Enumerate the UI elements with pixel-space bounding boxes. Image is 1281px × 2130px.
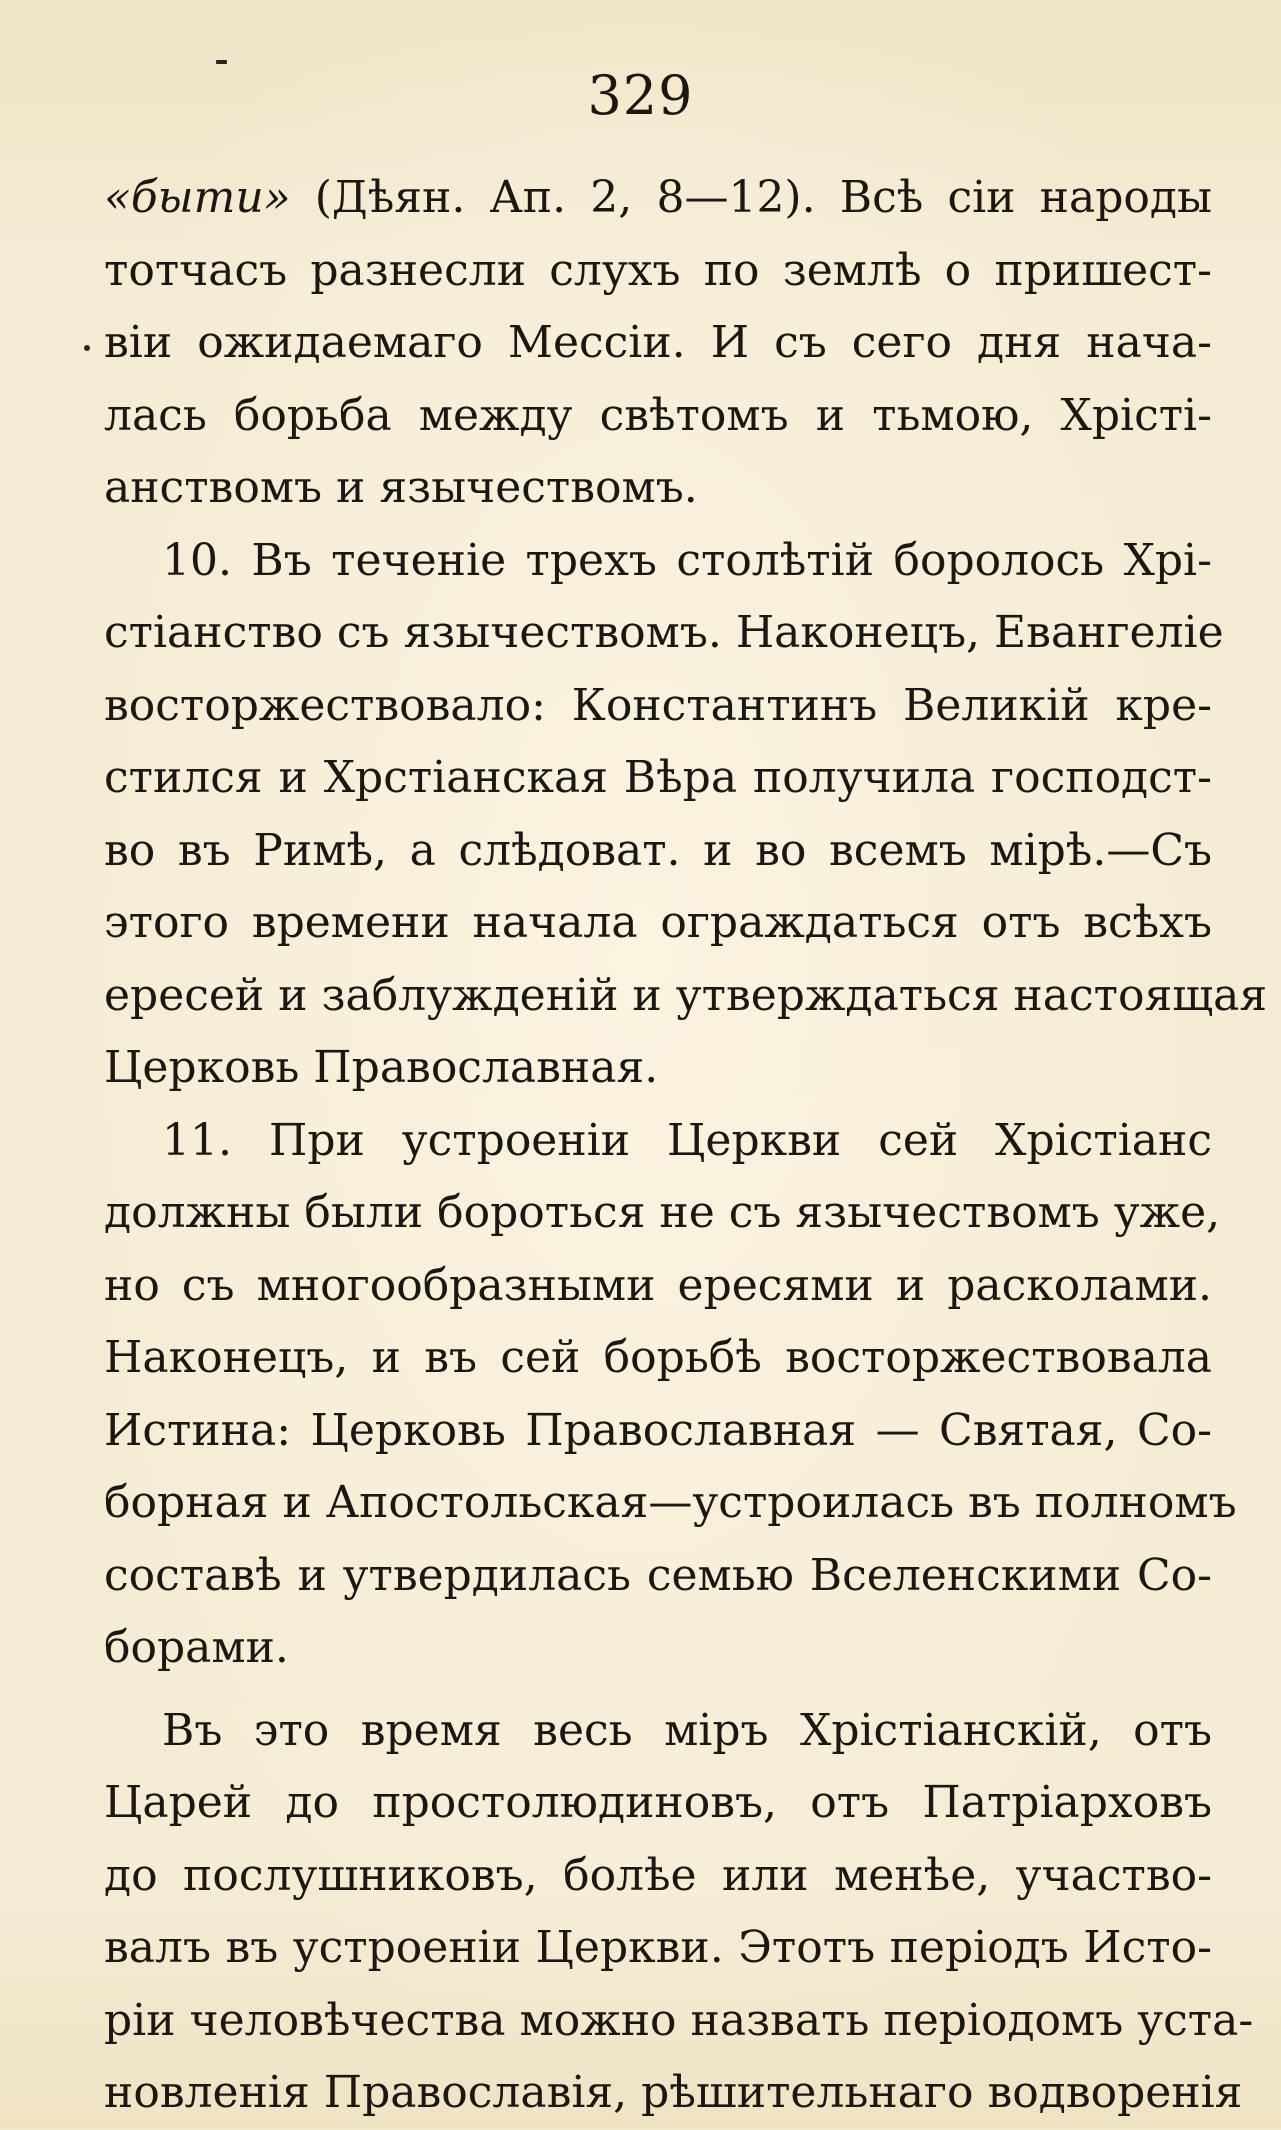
text-line-25: валъ въ устроеніи Церкви. Этотъ періодъ Исто- — [104, 1922, 1212, 1973]
text-line-13: Церковь Православная. — [104, 1042, 659, 1093]
text-line-16: но съ многообразными ересями и расколами. — [104, 1259, 1212, 1311]
text-line-5: анствомъ и язычествомъ. — [104, 462, 698, 513]
text-line-20: составѣ и утвердилась семью Вселенскими Со- — [104, 1549, 1212, 1601]
text-line-15: должны были бороться не съ язычествомъ уже, — [104, 1187, 1221, 1238]
paragraph-11-line-1: 11. При устроеніи Церкви сей Хрістіанс — [162, 1114, 1212, 1166]
text-line-27: новленія Православія, рѣшительнаго водворенія — [104, 2067, 1243, 2118]
text-line-3: віи ожидаемаго Мессіи. И съ сего дня нача- — [104, 317, 1212, 368]
page-number: 329 — [587, 64, 694, 127]
paragraph-3-line-1: Въ это время весь міръ Хрістіанскій, отъ — [162, 1704, 1212, 1756]
body-text — [104, 162, 1268, 2130]
paragraph-10-line-1: 10. Въ теченіе трехъ столѣтій боролось Хрі- — [162, 534, 1212, 586]
text-line-4: лась борьба между свѣтомъ и тьмою, Хрісті- — [104, 389, 1212, 441]
text-line-9: стился и Хрстіанская Вѣра получила господст- — [104, 752, 1212, 803]
text-line-2: тотчасъ разнесли слухъ по землѣ о пришест- — [104, 244, 1212, 296]
text-line-19: борная и Апостольская—устроилась въ полномъ — [104, 1477, 1237, 1528]
text-line-8: восторжествовало: Константинъ Великій кре- — [104, 679, 1212, 731]
text-line-11: этого времени начала ограждаться отъ всѣхъ — [104, 897, 1212, 948]
text-line-21: борами. — [104, 1622, 289, 1673]
text-line-23: Царей до простолюдиновъ, отъ Патріарховъ — [104, 1777, 1212, 1828]
top-margin-mark — [216, 60, 227, 64]
margin-dot — [84, 345, 90, 351]
text-line-10: во въ Римѣ, а слѣдоват. и во всемъ мірѣ.—Съ — [104, 824, 1212, 876]
text-line-26: ріи человѣчества можно назвать періодомъ уста- — [104, 1994, 1254, 2046]
italic-word: «быти» — [104, 172, 291, 223]
text-line-24: до послушниковъ, болѣе или менѣе, участво- — [104, 1849, 1212, 1901]
text-line-17: Наконецъ, и въ сей борьбѣ восторжествовала — [104, 1332, 1212, 1383]
text-line-7: стіанство съ язычествомъ. Наконецъ, Евангеліе — [104, 607, 1224, 658]
text-line-12: ересей и заблужденій и утверждаться настоящая — [104, 969, 1268, 1021]
text-line-18: Истина: Церковь Православная — Святая, Со- — [104, 1404, 1212, 1456]
text-line-1-rest: (Дѣян. Ап. 2, 8—12). Всѣ сіи народы — [290, 172, 1212, 223]
text-line-1 — [104, 162, 1212, 235]
